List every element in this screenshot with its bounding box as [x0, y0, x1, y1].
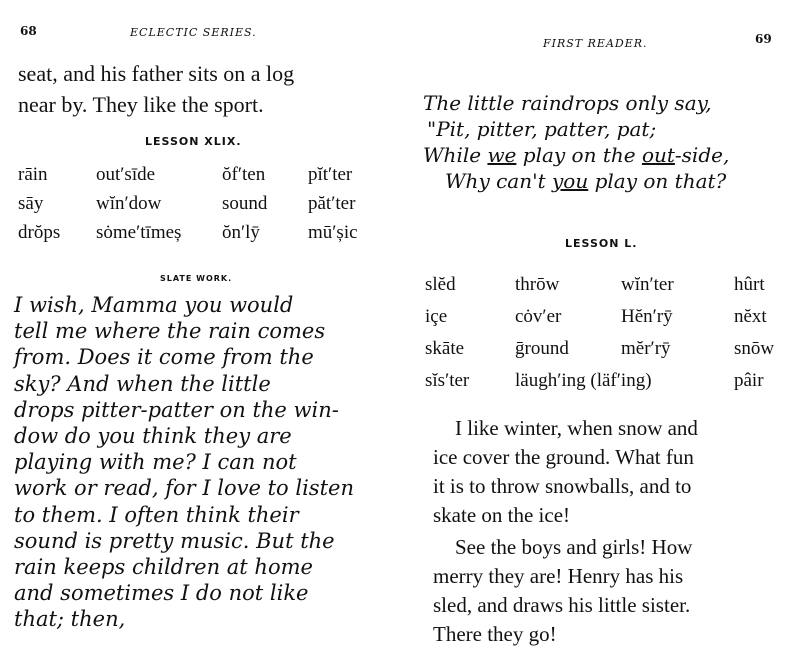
script-line: I wish, Mamma you would [14, 293, 294, 317]
word-list [425, 274, 785, 392]
word-list [18, 164, 378, 244]
script-line: sound is pretty music. But the [14, 528, 335, 553]
script-line: from. Does it come from the [14, 345, 314, 370]
script-line: that; then, [14, 607, 126, 632]
word: nĕxt [734, 306, 767, 327]
script-line: work or read, for I love to listen [14, 476, 354, 501]
word: wĭn′ter [621, 274, 674, 295]
text-line: near by. They like the sport. [18, 92, 264, 117]
page-number: 68 [20, 24, 37, 38]
word: içe [425, 306, 448, 327]
right-page [403, 0, 798, 664]
lesson-title: LESSON L. [565, 237, 638, 250]
text-line: seat, and his father sits on a log [18, 61, 295, 86]
word: sound [222, 193, 268, 214]
text-line: See the boys and girls! How [455, 535, 693, 559]
word: sȯme′tīmeș [96, 222, 182, 243]
page-number: 69 [755, 32, 772, 46]
script-line: sky? And when the little [14, 371, 271, 396]
word: cȯv′er [515, 306, 562, 327]
text-line: ice cover the ground. What fun [433, 445, 694, 469]
script-line: tell me where the rain comes [14, 319, 326, 344]
word: snōw [734, 338, 775, 359]
opening-text [18, 58, 388, 120]
emphasis-you: you [552, 169, 589, 193]
word: ŏf′ten [222, 164, 266, 185]
poem [423, 90, 729, 194]
word: mū′șic [308, 222, 358, 243]
script-line: and sometimes I do not like [14, 581, 309, 606]
running-title: FIRST READER. [543, 37, 648, 50]
script-line: rain keeps children at home [14, 555, 313, 580]
poem-line: While we play on the out-side, [423, 143, 730, 167]
word: pĭt′ter [308, 164, 353, 185]
lesson-title: LESSON XLIX. [145, 135, 242, 148]
text-line: There they go! [433, 622, 557, 646]
poem-line: The little raindrops only say, [423, 91, 712, 115]
emphasis-we: we [487, 143, 517, 167]
word: drŏps [18, 222, 61, 243]
text-line: skate on the ice! [433, 503, 571, 527]
word: sāy [18, 193, 44, 214]
word: out′sīde [96, 164, 156, 185]
script-line: dow do you think they are [14, 424, 292, 449]
word: pâir [734, 370, 764, 391]
poem-line: "Pit, pitter, patter, pat; [427, 117, 657, 141]
poem-line: Why can't you play on that? [445, 169, 727, 193]
word: thrōw [515, 274, 560, 295]
slate-work-heading: SLATE WORK. [160, 274, 233, 283]
reading-passage [433, 414, 793, 649]
handwritten-passage [14, 292, 354, 633]
word: ŏn′lȳ [222, 222, 260, 243]
running-title: ECLECTIC SERIES. [130, 26, 257, 39]
script-line: drops pitter-patter on the win- [14, 397, 339, 422]
text-line: it is to throw snowballs, and to [433, 474, 692, 498]
script-line: to them. I often think their [14, 502, 299, 527]
word: rāin [18, 164, 48, 185]
text-line: sled, and draws his little sister. [433, 593, 691, 617]
script-line: playing with me? I can not [14, 450, 297, 475]
paragraph [433, 414, 793, 443]
word: läugh′ing (läf′ing) [515, 370, 652, 391]
word: mĕr′rȳ [621, 338, 671, 359]
text-line: merry they are! Henry has his [433, 564, 684, 588]
emphasis-out: out [641, 143, 675, 167]
text-line: I like winter, when snow and [455, 416, 698, 440]
word: slĕd [425, 274, 456, 295]
word: Hĕn′rȳ [621, 306, 673, 327]
word: skāte [425, 338, 465, 359]
word: ḡround [515, 338, 569, 359]
word: wĭn′dow [96, 193, 162, 214]
word: sĭs′ter [425, 370, 470, 391]
word: hûrt [734, 274, 765, 295]
left-page [0, 0, 395, 664]
word: păt′ter [308, 193, 356, 214]
